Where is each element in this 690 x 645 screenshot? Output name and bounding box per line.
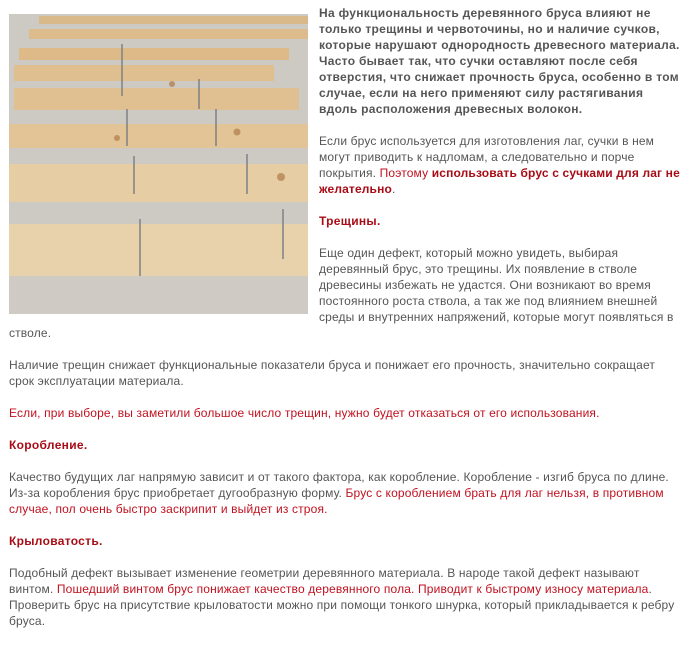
twist-text-1: Подобный дефект вызывает изменение геометрии деревянного материала. В народе такой дефект называют винтом. — [9, 566, 640, 596]
cracks-heading: Трещины. — [319, 214, 381, 228]
twist-warning: Пошедший винтом брус понижает качество деревянного пола. Приводит к быстрому износу материала — [56, 582, 649, 596]
article — [9, 5, 681, 645]
twist-paragraph — [9, 565, 681, 629]
knots-red-text: Поэтому — [379, 166, 432, 180]
photo-wooden-joists — [9, 14, 308, 314]
warping-warning: Брус с короблением брать для лаг нельзя, в противном случае, пол очень быстро заскрипит и выйдет из строя. — [9, 486, 664, 516]
knots-warning: использовать брус с сучками для лаг не желательно — [319, 166, 680, 196]
knots-text: Если брус используется для изготовления лаг, сучки в нем могут приводить к надломам, а следовательно и порче покрытия. — [319, 134, 655, 180]
knots-end: . — [391, 182, 396, 196]
twist-text-2: . Проверить брус на присутствие крыловатости можно при помощи тонкого шнурка, который прикладывается к ребру бруса. — [9, 582, 675, 628]
joists-image — [9, 14, 308, 314]
warping-paragraph — [9, 469, 681, 517]
intro-paragraph: На функциональность деревянного бруса влияют не только трещины и червоточины, но и наличие сучков, которые нарушают однородность древесного материала. Часто бывает так, что сучки оставляют после себя отверстия, что снижает прочность бруса, особенно в том случае, если на него применяют силу растягивания вдоль расположения древесных волокон. — [319, 6, 680, 116]
warping-text: Качество будущих лаг напрямую зависит и от такого фактора, как коробление. Коробление - изгиб бруса по длине. Из-за коробления брус приобретает дугообразную форму. — [9, 470, 669, 500]
warping-heading: Коробление. — [9, 438, 88, 452]
cracks-paragraph-2: Наличие трещин снижает функциональные показатели бруса и понижает его прочность, значительно сокращает срок эксплуатации материала. — [9, 358, 656, 388]
cracks-warning: Если, при выборе, вы заметили большое число трещин, нужно будет отказаться от его использования. — [9, 406, 600, 420]
twist-heading: Крыловатость. — [9, 534, 103, 548]
cracks-paragraph-1: Еще один дефект, который можно увидеть, выбирая деревянный брус, это трещины. Их появление в стволе древесины избежать не удастся. Они возникают во время постоянного роста ствола, а так же под влиянием внешней среды и внутренних напряжений, которые могут появляться в стволе. — [9, 246, 674, 340]
